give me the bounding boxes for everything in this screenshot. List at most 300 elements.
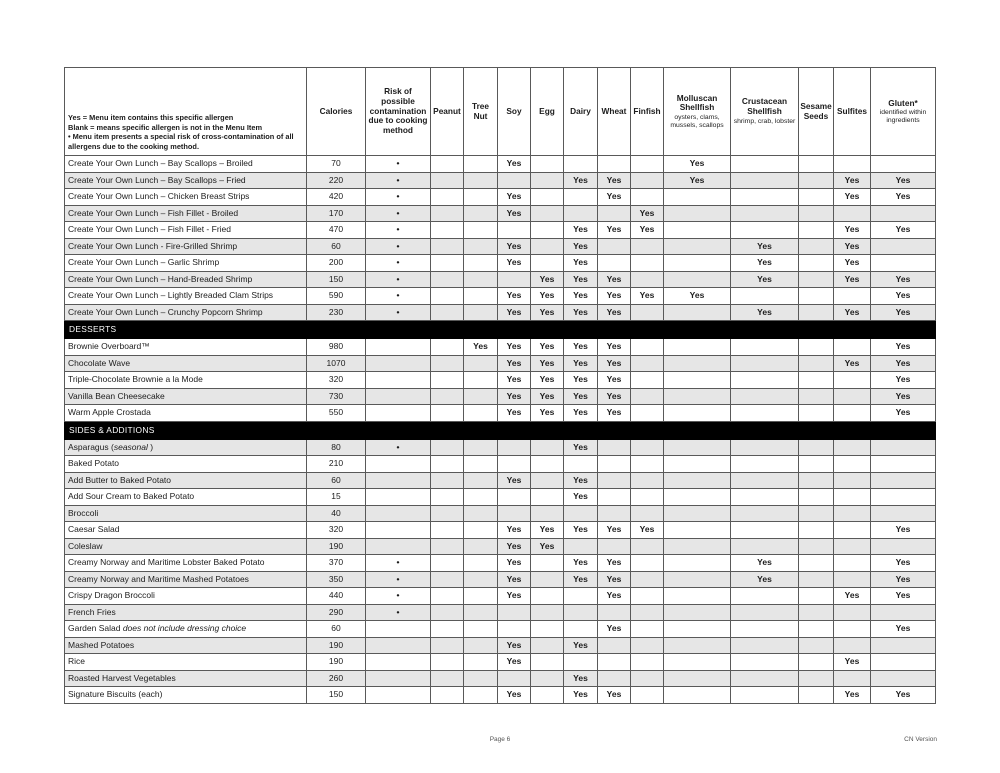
cell-soy: Yes — [498, 588, 531, 605]
cell-sulfites: Yes — [834, 687, 871, 704]
cell-crustacean — [731, 205, 799, 222]
cell-gluten: Yes — [871, 172, 936, 189]
cell-gluten: Yes — [871, 522, 936, 539]
cell-soy: Yes — [498, 238, 531, 255]
cell-soy — [498, 439, 531, 456]
cell-egg — [531, 172, 564, 189]
cell-finfish — [631, 621, 664, 638]
cell-molluscan — [664, 555, 731, 572]
cell-peanut — [431, 156, 464, 173]
cell-risk — [366, 472, 431, 489]
cell-finfish — [631, 339, 664, 356]
cell-gluten: Yes — [871, 405, 936, 422]
cell-wheat: Yes — [598, 621, 631, 638]
cell-finfish — [631, 355, 664, 372]
cell-gluten — [871, 637, 936, 654]
cell-soy: Yes — [498, 405, 531, 422]
cell-finfish — [631, 555, 664, 572]
cell-wheat: Yes — [598, 271, 631, 288]
cell-calories: 320 — [307, 522, 366, 539]
cell-finfish — [631, 670, 664, 687]
cell-sesame — [799, 189, 834, 206]
cell-treenut — [464, 405, 498, 422]
col-header-peanut: Peanut — [431, 68, 464, 156]
item-name-cell: Add Butter to Baked Potato — [65, 472, 307, 489]
cell-egg — [531, 571, 564, 588]
cell-wheat: Yes — [598, 522, 631, 539]
cell-sulfites — [834, 538, 871, 555]
cell-calories: 1070 — [307, 355, 366, 372]
cell-finfish: Yes — [631, 205, 664, 222]
item-name-cell: Broccoli — [65, 505, 307, 522]
cell-peanut — [431, 670, 464, 687]
cell-soy — [498, 489, 531, 506]
cell-treenut — [464, 621, 498, 638]
cell-sesame — [799, 271, 834, 288]
cell-wheat: Yes — [598, 555, 631, 572]
item-name-cell: Creamy Norway and Maritime Lobster Baked Potato — [65, 555, 307, 572]
cell-peanut — [431, 621, 464, 638]
cell-gluten: Yes — [871, 372, 936, 389]
menu-item-row — [65, 355, 936, 372]
cell-treenut — [464, 355, 498, 372]
cell-egg: Yes — [531, 372, 564, 389]
cell-finfish — [631, 405, 664, 422]
cell-soy: Yes — [498, 571, 531, 588]
cell-sesame — [799, 604, 834, 621]
cell-risk: • — [366, 255, 431, 272]
menu-item-row — [65, 621, 936, 638]
cell-crustacean — [731, 522, 799, 539]
cell-treenut — [464, 687, 498, 704]
cell-wheat: Yes — [598, 189, 631, 206]
cell-calories: 370 — [307, 555, 366, 572]
cell-dairy: Yes — [564, 555, 598, 572]
section-title: SIDES & ADDITIONS — [65, 421, 936, 439]
cell-peanut — [431, 405, 464, 422]
cell-sulfites — [834, 621, 871, 638]
cell-dairy: Yes — [564, 255, 598, 272]
cell-calories: 190 — [307, 637, 366, 654]
allergen-table — [64, 67, 936, 704]
cell-egg — [531, 456, 564, 473]
cell-risk: • — [366, 222, 431, 239]
cell-risk — [366, 355, 431, 372]
cell-sesame — [799, 304, 834, 321]
cell-soy — [498, 505, 531, 522]
cell-molluscan: Yes — [664, 172, 731, 189]
cell-treenut — [464, 222, 498, 239]
cell-treenut: Yes — [464, 339, 498, 356]
menu-item-row — [65, 588, 936, 605]
cell-calories: 470 — [307, 222, 366, 239]
cell-treenut — [464, 505, 498, 522]
cell-calories: 60 — [307, 238, 366, 255]
cell-soy: Yes — [498, 372, 531, 389]
cell-sesame — [799, 339, 834, 356]
cell-sulfites — [834, 156, 871, 173]
cell-molluscan — [664, 271, 731, 288]
cell-treenut — [464, 670, 498, 687]
col-header-risk: Risk of possible contamination due to cooking method — [366, 68, 431, 156]
cell-soy: Yes — [498, 288, 531, 305]
cell-treenut — [464, 205, 498, 222]
cell-gluten — [871, 255, 936, 272]
cell-crustacean — [731, 439, 799, 456]
cell-calories: 190 — [307, 538, 366, 555]
cell-calories: 210 — [307, 456, 366, 473]
cell-egg — [531, 505, 564, 522]
cell-wheat: Yes — [598, 172, 631, 189]
cell-finfish — [631, 604, 664, 621]
cell-sulfites — [834, 205, 871, 222]
col-header-calories: Calories — [307, 68, 366, 156]
cell-molluscan — [664, 238, 731, 255]
cell-wheat: Yes — [598, 304, 631, 321]
cell-dairy: Yes — [564, 489, 598, 506]
cell-wheat — [598, 637, 631, 654]
cell-egg: Yes — [531, 271, 564, 288]
cell-wheat: Yes — [598, 355, 631, 372]
cell-molluscan — [664, 456, 731, 473]
cell-gluten: Yes — [871, 355, 936, 372]
cell-treenut — [464, 456, 498, 473]
cell-risk: • — [366, 189, 431, 206]
cell-finfish: Yes — [631, 222, 664, 239]
cell-risk: • — [366, 271, 431, 288]
menu-item-row — [65, 405, 936, 422]
cell-gluten: Yes — [871, 621, 936, 638]
cell-treenut — [464, 271, 498, 288]
cell-finfish — [631, 588, 664, 605]
cell-crustacean — [731, 472, 799, 489]
cell-soy — [498, 271, 531, 288]
cell-egg — [531, 489, 564, 506]
cell-risk: • — [366, 288, 431, 305]
cell-risk — [366, 538, 431, 555]
col-header-sulfites: Sulfites — [834, 68, 871, 156]
cell-risk — [366, 687, 431, 704]
cell-gluten: Yes — [871, 304, 936, 321]
cell-soy: Yes — [498, 339, 531, 356]
cell-sulfites: Yes — [834, 238, 871, 255]
cell-sesame — [799, 670, 834, 687]
cell-gluten: Yes — [871, 687, 936, 704]
cell-molluscan: Yes — [664, 156, 731, 173]
item-name-cell: Create Your Own Lunch – Bay Scallops – Broiled — [65, 156, 307, 173]
col-header-sesame: Sesame Seeds — [799, 68, 834, 156]
cell-calories: 230 — [307, 304, 366, 321]
table-header-row — [65, 68, 936, 156]
cell-egg — [531, 637, 564, 654]
cell-molluscan — [664, 372, 731, 389]
item-name-cell: Caesar Salad — [65, 522, 307, 539]
item-name-cell: Garden Salad does not include dressing choice — [65, 621, 307, 638]
cell-crustacean: Yes — [731, 304, 799, 321]
item-name-cell: Creamy Norway and Maritime Mashed Potatoes — [65, 571, 307, 588]
menu-item-row — [65, 637, 936, 654]
cell-finfish — [631, 172, 664, 189]
cell-finfish — [631, 505, 664, 522]
cell-sesame — [799, 405, 834, 422]
cell-dairy — [564, 538, 598, 555]
cell-gluten — [871, 538, 936, 555]
menu-item-row — [65, 522, 936, 539]
cell-sulfites: Yes — [834, 654, 871, 671]
cell-treenut — [464, 388, 498, 405]
cell-dairy — [564, 654, 598, 671]
cell-calories: 440 — [307, 588, 366, 605]
cell-sesame — [799, 687, 834, 704]
col-header-molluscan: Molluscan Shellfish oysters, clams, mussels, scallops — [664, 68, 731, 156]
cell-sesame — [799, 637, 834, 654]
cell-molluscan — [664, 304, 731, 321]
cell-finfish — [631, 439, 664, 456]
cell-molluscan — [664, 189, 731, 206]
menu-item-row — [65, 456, 936, 473]
item-name-cell: Add Sour Cream to Baked Potato — [65, 489, 307, 506]
menu-item-row — [65, 172, 936, 189]
col-header-crustacean: Crustacean Shellfish shrimp, crab, lobster — [731, 68, 799, 156]
cell-molluscan — [664, 405, 731, 422]
cell-treenut — [464, 156, 498, 173]
cell-calories: 730 — [307, 388, 366, 405]
cell-crustacean — [731, 372, 799, 389]
cell-dairy — [564, 205, 598, 222]
col-header-egg: Egg — [531, 68, 564, 156]
cell-sulfites: Yes — [834, 189, 871, 206]
cell-peanut — [431, 439, 464, 456]
item-name-cell: Crispy Dragon Broccoli — [65, 588, 307, 605]
cell-soy — [498, 621, 531, 638]
menu-item-row — [65, 205, 936, 222]
cell-finfish — [631, 637, 664, 654]
cell-treenut — [464, 472, 498, 489]
cell-risk — [366, 339, 431, 356]
cell-peanut — [431, 255, 464, 272]
cell-peanut — [431, 505, 464, 522]
cell-soy: Yes — [498, 255, 531, 272]
menu-item-row — [65, 238, 936, 255]
cell-egg — [531, 439, 564, 456]
cell-wheat — [598, 156, 631, 173]
col-header-soy: Soy — [498, 68, 531, 156]
cell-wheat — [598, 505, 631, 522]
cell-treenut — [464, 288, 498, 305]
cell-wheat: Yes — [598, 687, 631, 704]
item-name-cell: Create Your Own Lunch – Fish Fillet - Broiled — [65, 205, 307, 222]
cell-crustacean — [731, 339, 799, 356]
cell-sulfites — [834, 339, 871, 356]
cell-peanut — [431, 339, 464, 356]
cell-calories: 590 — [307, 288, 366, 305]
cell-treenut — [464, 604, 498, 621]
cell-crustacean — [731, 687, 799, 704]
cell-calories: 200 — [307, 255, 366, 272]
cell-finfish — [631, 304, 664, 321]
cell-molluscan: Yes — [664, 288, 731, 305]
item-name-cell: Create Your Own Lunch – Lightly Breaded Clam Strips — [65, 288, 307, 305]
cell-wheat: Yes — [598, 288, 631, 305]
cell-sulfites: Yes — [834, 222, 871, 239]
cell-peanut — [431, 538, 464, 555]
cell-sesame — [799, 621, 834, 638]
cell-wheat: Yes — [598, 372, 631, 389]
cell-crustacean — [731, 388, 799, 405]
cell-wheat — [598, 670, 631, 687]
cell-egg: Yes — [531, 538, 564, 555]
cell-sesame — [799, 439, 834, 456]
cell-treenut — [464, 555, 498, 572]
cell-treenut — [464, 522, 498, 539]
cell-gluten — [871, 156, 936, 173]
cell-wheat — [598, 205, 631, 222]
cell-dairy: Yes — [564, 372, 598, 389]
cell-dairy: Yes — [564, 288, 598, 305]
cell-sesame — [799, 654, 834, 671]
cell-finfish — [631, 238, 664, 255]
cell-risk — [366, 489, 431, 506]
cell-molluscan — [664, 654, 731, 671]
item-name-cell: Create Your Own Lunch – Hand-Breaded Shrimp — [65, 271, 307, 288]
cell-dairy: Yes — [564, 355, 598, 372]
cell-molluscan — [664, 222, 731, 239]
cell-treenut — [464, 172, 498, 189]
cell-wheat — [598, 654, 631, 671]
cell-risk — [366, 670, 431, 687]
cell-gluten: Yes — [871, 271, 936, 288]
cell-finfish — [631, 156, 664, 173]
cell-finfish: Yes — [631, 522, 664, 539]
cell-soy: Yes — [498, 637, 531, 654]
cell-wheat — [598, 255, 631, 272]
cell-sesame — [799, 355, 834, 372]
cell-dairy — [564, 456, 598, 473]
cell-treenut — [464, 571, 498, 588]
item-name-cell: Mashed Potatoes — [65, 637, 307, 654]
cell-soy — [498, 670, 531, 687]
cell-sesame — [799, 456, 834, 473]
cell-peanut — [431, 288, 464, 305]
version-label: CN Version — [904, 736, 937, 743]
cell-calories: 150 — [307, 271, 366, 288]
cell-risk — [366, 654, 431, 671]
cell-risk — [366, 637, 431, 654]
cell-calories: 15 — [307, 489, 366, 506]
menu-item-row — [65, 189, 936, 206]
cell-treenut — [464, 189, 498, 206]
cell-crustacean — [731, 189, 799, 206]
legend-line-bullet: • Menu item presents a special risk of cross-contamination of all allergens due to the cooking method. — [68, 132, 294, 152]
item-name-cell: Chocolate Wave — [65, 355, 307, 372]
section-bar — [65, 321, 936, 339]
cell-egg — [531, 670, 564, 687]
cell-egg — [531, 604, 564, 621]
menu-item-row — [65, 288, 936, 305]
menu-item-row — [65, 439, 936, 456]
cell-risk — [366, 621, 431, 638]
cell-molluscan — [664, 687, 731, 704]
cell-calories: 190 — [307, 654, 366, 671]
menu-item-row — [65, 388, 936, 405]
cell-dairy: Yes — [564, 439, 598, 456]
cell-molluscan — [664, 205, 731, 222]
cell-egg — [531, 654, 564, 671]
menu-item-row — [65, 505, 936, 522]
cell-sulfites — [834, 288, 871, 305]
cell-egg: Yes — [531, 405, 564, 422]
cell-sesame — [799, 388, 834, 405]
cell-dairy — [564, 621, 598, 638]
cell-calories: 40 — [307, 505, 366, 522]
cell-gluten: Yes — [871, 571, 936, 588]
item-name-cell: Baked Potato — [65, 456, 307, 473]
cell-sulfites — [834, 571, 871, 588]
cell-calories: 220 — [307, 172, 366, 189]
cell-peanut — [431, 588, 464, 605]
cell-treenut — [464, 304, 498, 321]
cell-dairy: Yes — [564, 405, 598, 422]
cell-sulfites: Yes — [834, 304, 871, 321]
cell-sulfites — [834, 555, 871, 572]
cell-soy — [498, 222, 531, 239]
cell-wheat: Yes — [598, 339, 631, 356]
cell-gluten — [871, 205, 936, 222]
cell-finfish — [631, 472, 664, 489]
item-name-cell: Vanilla Bean Cheesecake — [65, 388, 307, 405]
cell-peanut — [431, 522, 464, 539]
cell-molluscan — [664, 388, 731, 405]
menu-item-row — [65, 255, 936, 272]
cell-dairy: Yes — [564, 388, 598, 405]
cell-gluten: Yes — [871, 288, 936, 305]
cell-peanut — [431, 172, 464, 189]
cell-dairy: Yes — [564, 172, 598, 189]
cell-gluten: Yes — [871, 339, 936, 356]
cell-dairy: Yes — [564, 670, 598, 687]
cell-peanut — [431, 388, 464, 405]
item-name-cell: Asparagus (seasonal ) — [65, 439, 307, 456]
cell-dairy: Yes — [564, 522, 598, 539]
cell-wheat — [598, 604, 631, 621]
col-header-treenut: Tree Nut — [464, 68, 498, 156]
cell-risk — [366, 388, 431, 405]
cell-gluten — [871, 654, 936, 671]
cell-gluten: Yes — [871, 222, 936, 239]
cell-dairy: Yes — [564, 339, 598, 356]
cell-treenut — [464, 489, 498, 506]
cell-peanut — [431, 555, 464, 572]
cell-molluscan — [664, 505, 731, 522]
cell-crustacean — [731, 222, 799, 239]
cell-sesame — [799, 472, 834, 489]
cell-risk — [366, 522, 431, 539]
cell-dairy: Yes — [564, 637, 598, 654]
cell-sesame — [799, 571, 834, 588]
cell-peanut — [431, 489, 464, 506]
cell-sulfites — [834, 439, 871, 456]
item-name-cell: Create Your Own Lunch – Chicken Breast Strips — [65, 189, 307, 206]
cell-egg — [531, 255, 564, 272]
cell-wheat — [598, 456, 631, 473]
cell-crustacean — [731, 489, 799, 506]
cell-peanut — [431, 304, 464, 321]
cell-gluten — [871, 489, 936, 506]
cell-wheat — [598, 489, 631, 506]
cell-egg — [531, 222, 564, 239]
col-header-wheat: Wheat — [598, 68, 631, 156]
menu-item-row — [65, 654, 936, 671]
